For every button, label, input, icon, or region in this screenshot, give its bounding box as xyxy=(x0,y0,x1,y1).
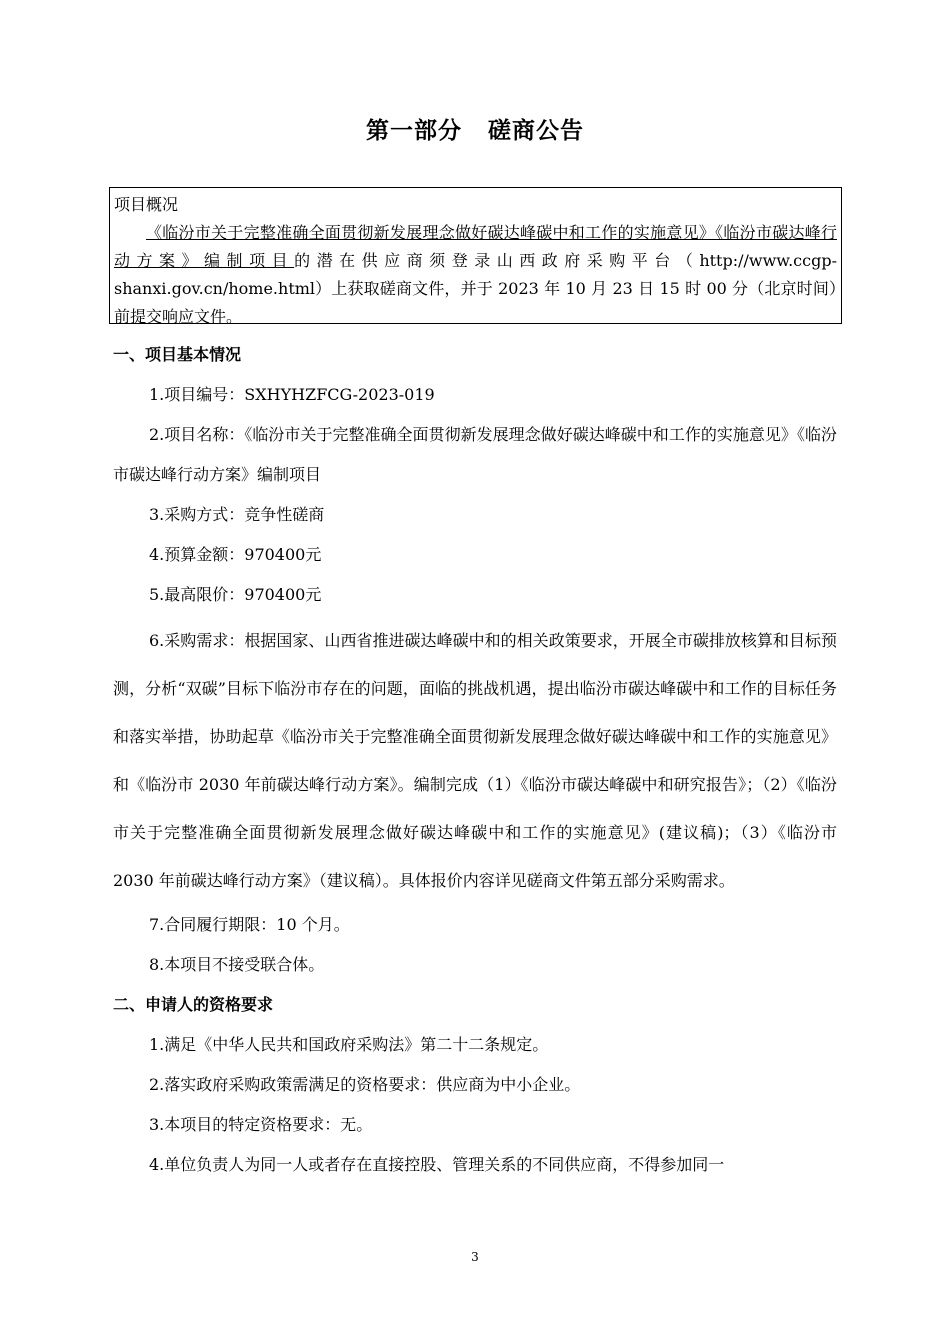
section-heading-basic-info: 一、项目基本情况 xyxy=(113,345,242,364)
overview-instructions: 的潜在供应商须登录山西政府采购平台（http://www.ccgp-shanxi.gov.cn/home.html）上获取磋商文件，并于 2023 年 10 月 23 日 15 时 00 分（北京时间）前提交响应文件。 xyxy=(114,251,837,326)
item-no-consortium: 8.本项目不接受联合体。 xyxy=(149,955,325,974)
overview-text xyxy=(114,219,837,331)
overview-heading: 项目概况 xyxy=(114,195,179,214)
item-contract-period: 7.合同履行期限：10 个月。 xyxy=(149,915,350,934)
item-max-price: 5.最高限价：970400元 xyxy=(149,585,322,604)
page-title xyxy=(0,112,950,145)
title-name: 磋商公告 xyxy=(488,118,584,144)
item-procurement-needs: 6.采购需求：根据国家、山西省推进碳达峰碳中和的相关政策要求，开展全市碳排放核算和目标预测，分析“双碳”目标下临汾市存在的问题，面临的挑战机遇，提出临汾市碳达峰碳中和工作的目标任务和落实举措，协助起草《临汾市关于完整准确全面贯彻新发展理念做好碳达峰碳中和工作的实施意见》和《临汾市 2030 年前碳达峰行动方案》。编制完成（1）《临汾市碳达峰碳中和研究报告》；（2）《临汾市关于完整准确全面贯彻新发展理念做好碳达峰碳中和工作的实施意见》(建议稿)；（3）《临汾市 2030 年前碳达峰行动方案》（建议稿）。具体报价内容详见磋商文件第五部分采购需求。 xyxy=(113,631,837,890)
qualification-item-1: 1.满足《中华人民共和国政府采购法》第二十二条规定。 xyxy=(149,1035,549,1054)
qualification-item-2: 2.落实政府采购政策需满足的资格要求：供应商为中小企业。 xyxy=(149,1075,581,1094)
item-project-number: 1.项目编号：SXHYHZFCG-2023-019 xyxy=(149,385,435,404)
page-number: 3 xyxy=(471,1250,479,1264)
title-part: 第一部分 xyxy=(366,118,462,144)
item-budget: 4.预算金额：970400元 xyxy=(149,545,322,564)
project-overview-box xyxy=(109,187,842,324)
qualification-item-4: 4.单位负责人为同一人或者存在直接控股、管理关系的不同供应商，不得参加同一 xyxy=(149,1155,725,1174)
qualification-item-3: 3.本项目的特定资格要求：无。 xyxy=(149,1115,373,1134)
item-procurement-method: 3.采购方式：竞争性磋商 xyxy=(149,505,325,524)
item-project-name: 2.项目名称：《临汾市关于完整准确全面贯彻新发展理念做好碳达峰碳中和工作的实施意见》《临汾市碳达峰行动方案》编制项目 xyxy=(113,425,837,484)
section-heading-qualifications: 二、申请人的资格要求 xyxy=(113,995,274,1014)
overview-project-name: 《临汾市关于完整准确全面贯彻新发展理念做好碳达峰碳中和工作的实施意见》《临汾市碳达峰行动方案》编制项目 xyxy=(114,223,837,270)
announcement-body xyxy=(113,335,837,1185)
